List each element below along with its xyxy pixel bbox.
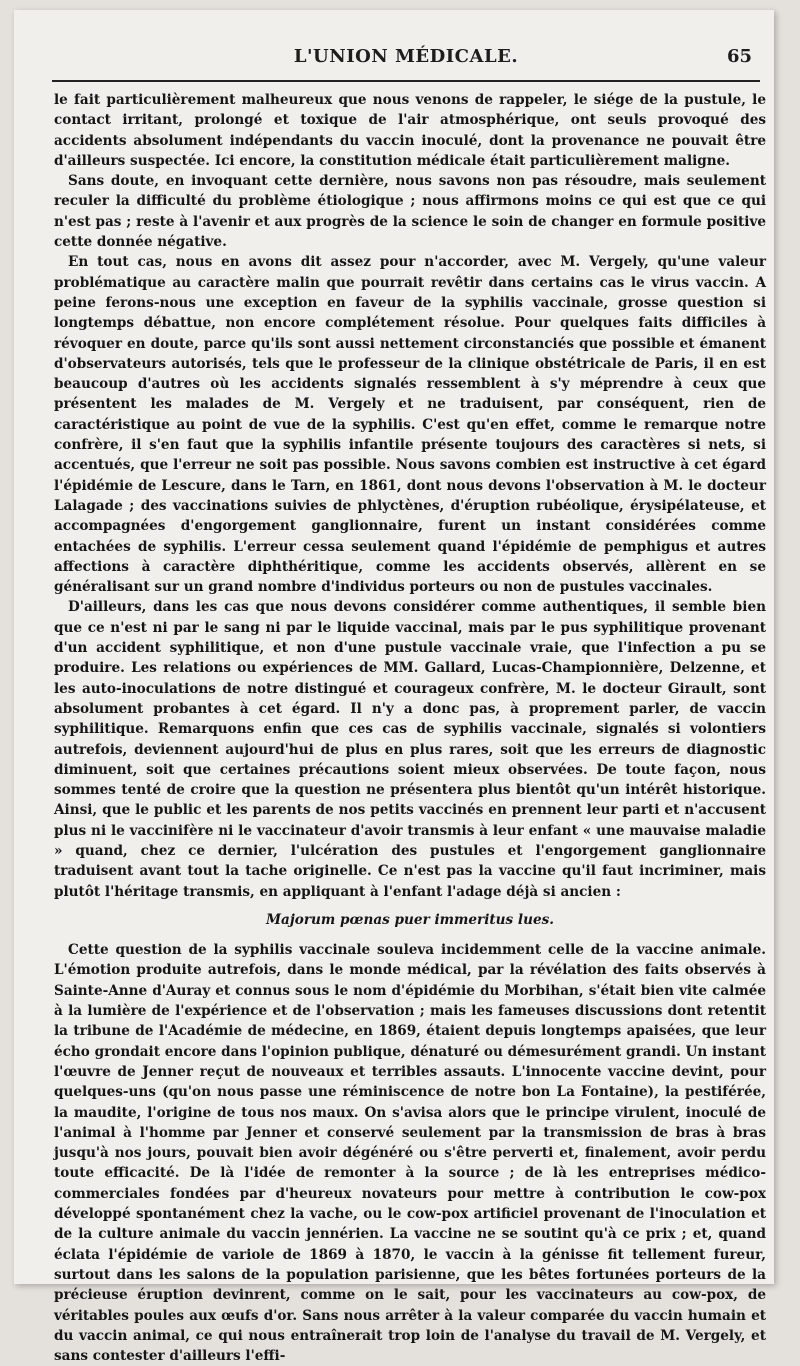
paragraph-2: Sans doute, en invoquant cette dernière, nous savons non pas résoudre, mais seulement reculer la difficulté du problème étiologique ; nous affirmons moins ce qui est que ce qui n'est pas ; reste à l'avenir et aux progrès de la science le soin de changer en formule positive cette donnée négative. (54, 173, 766, 251)
article-body (54, 90, 766, 1366)
paragraph-5: Cette question de la syphilis vaccinale souleva incidemment celle de la vaccine animale. L'émotion produite autrefois, dans le monde médical, par la révélation des faits observés à Sainte-Anne d'Auray et connus sous le nom d'épidémie du Morbihan, s'était bien vite calmée à la lumière de l'expérience et de l'observation ; mais les fameuses discussions dont retentit la tribune de l'Académie de médecine, en 1869, étaient depuis longtemps apaisées, que leur écho grondait encore dans l'opinion publique, dénaturé ou démesurément grandi. Un instant l'œuvre de Jenner reçut de nouveaux et terribles assauts. L'innocente vaccine devint, pour quelques-uns (qu'on nous passe une réminiscence de notre bon La Fontaine), la pestiférée, la maudite, l'origine de tous nos maux. On s'avisa alors que le principe virulent, inoculé de l'animal à l'homme par Jenner et conservé seulement par la transmission de bras à bras jusqu'à nos jours, pouvait bien avoir dégénéré ou s'être perverti et, finalement, avoir perdu toute efficacité. De là l'idée de remonter à la source ; de là les entreprises médico-commerciales fondées par d'heureux novateurs pour mettre à contribution le cow-pox développé spontanément chez la vache, ou le cow-pox artificiel provenant de l'inoculation et de la culture animale du vaccin jennérien. La vaccine ne se soutint qu'à ce prix ; et, quand éclata l'épidémie de variole de 1869 à 1870, le vaccin à la génisse fit tellement fureur, surtout dans les salons de la population parisienne, que les bêtes fortunées porteurs de la précieuse éruption devinrent, comme on le sait, pour les vaccinateurs au cow-pox, de véritables poules aux œufs d'or. Sans nous arrêter à la valeur comparée du vaccin humain et du vaccin animal, ce qui nous entraînerait trop loin de l'analyse du travail de M. Vergely, et sans contester d'ailleurs l'effi- (54, 942, 766, 1365)
header-rule (52, 80, 760, 82)
running-header (52, 44, 760, 80)
paragraph-3: En tout cas, nous en avons dit assez pour n'accorder, avec M. Vergely, qu'une valeur problématique au caractère malin que pourrait revêtir dans certains cas le virus vaccin. A peine ferons-nous une exception en faveur de la syphilis vaccinale, grosse question si longtemps débattue, non encore complétement résolue. Pour quelques faits difficiles à révoquer en doute, parce qu'ils sont aussi nettement circonstanciés que possible et émanent d'observateurs autorisés, tels que le professeur de la clinique obstétricale de Paris, il en est beaucoup d'autres où les accidents signalés ressemblent à s'y méprendre à ceux que présentent les malades de M. Vergely et ne traduisent, par conséquent, rien de caractéristique au point de vue de la syphilis. C'est qu'en effet, comme le remarque notre confrère, il s'en faut que la syphilis infantile présente toujours des caractères si nets, si accentués, que l'erreur ne soit pas possible. Nous savons combien est instructive à cet égard l'épidémie de Lescure, dans le Tarn, en 1861, dont nous devons l'observation à M. le docteur Lalagade ; des vaccinations suivies de phlyctènes, d'éruption rubéolique, érysipélateuse, et accompagnées d'engorgement ganglionnaire, furent un instant considérées comme entachées de syphilis. L'erreur cessa seulement quand l'épidémie de pemphigus et autres affections à caractère diphthéritique, comme les accidents observés, allèrent en se généralisant sur un grand nombre d'individus porteurs ou non de pustules vaccinales. (54, 254, 766, 596)
latin-quote: Majorum pœnas puer immeritus lues. (265, 911, 555, 928)
page-number: 65 (726, 46, 752, 67)
journal-title: L'UNION MÉDICALE. (293, 46, 519, 67)
paragraph-4: D'ailleurs, dans les cas que nous devons considérer comme authentiques, il semble bien que ce n'est ni par le sang ni par le liquide vaccinal, mais par le pus syphilitique provenant d'un accident syphilitique, et non d'une pustule vaccinale vraie, que l'infection a pu se produire. Les relations ou expériences de MM. Gallard, Lucas-Championnière, Delzenne, et les auto-inoculations de notre distingué et courageux confrère, M. le docteur Girault, sont absolument probantes à cet égard. Il n'y a donc pas, à proprement parler, de vaccin syphilitique. Remarquons enfin que ces cas de syphilis vaccinale, signalés si volontiers autrefois, deviennent aujourd'hui de plus en plus rares, soit que les erreurs de diagnostic diminuent, soit que certaines précautions soient mieux observées. De toute façon, nous sommes tenté de croire que la question ne présentera plus bientôt qu'un intérêt historique. Ainsi, que le public et les parents de nos petits vaccinés en prennent leur parti et n'accusent plus ni le vaccinifère ni le vaccinateur d'avoir transmis à leur enfant « une mauvaise maladie » quand, chez ce dernier, l'ulcération des pustules et l'engorgement ganglionnaire traduisent avant tout la tache originelle. Ce n'est pas la vaccine qu'il faut incriminer, mais plutôt l'héritage transmis, en appliquant à l'enfant l'adage déjà si ancien : (54, 599, 766, 900)
paragraph-1: le fait particulièrement malheureux que nous venons de rappeler, le siége de la pustule, le contact irritant, prolongé et toxique de l'air atmosphérique, ont seuls provoqué des accidents absolument indépendants du vaccin inoculé, dont la provenance ne pouvait être d'ailleurs suspectée. Ici encore, la constitution médicale était particulièrement maligne. (54, 92, 766, 169)
journal-page (14, 10, 774, 1365)
